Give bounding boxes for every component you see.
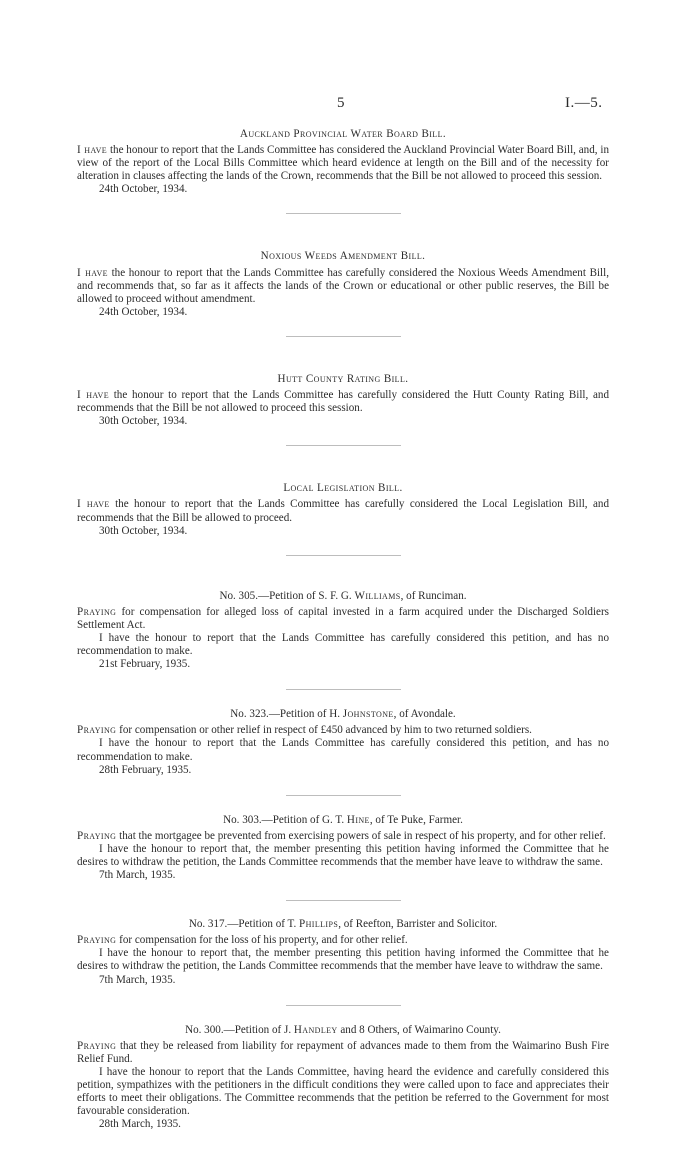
section-date: 30th October, 1934. xyxy=(99,415,188,428)
petition-report: I have the honour to report that, the member presenting this petition having informed the Committee that he desires to withdraw the petition, the Lands Committee recommends that the member have leave to withdraw the same. xyxy=(77,842,609,868)
petition-prayer: Praying that the mortgagee be prevented from exercising powers of sale in respect of his property, and for other relief. xyxy=(77,829,606,842)
divider-rule xyxy=(286,445,401,446)
petition-report: I have the honour to report that the Lands Committee, having heard the evidence and carefully considered this petition, sympathizes with the petitioners in the difficult conditions they were called upon to face and appreciates their efforts to meet their obligations. The Committee recommends that the petition be referred to the Government for most favourable consideration. xyxy=(77,1065,609,1118)
section-title: Auckland Provincial Water Board Bill. xyxy=(239,128,447,140)
divider-rule xyxy=(286,900,401,901)
section-auckland-water-board xyxy=(77,128,609,196)
section-date: 24th October, 1934. xyxy=(99,305,188,318)
petition-title: No. 317.—Petition of T. Phillips, of Reefton, Barrister and Solicitor. xyxy=(188,918,498,931)
section-date: 30th October, 1934. xyxy=(99,524,188,537)
section-paragraph: I have the honour to report that the Lands Committee has considered the Auckland Provincial Water Board Bill, and, in view of the report of the Local Bills Committee which heard evidence at length on the Bill and of the necessity for alteration in clauses affecting the lands of the Crown, recommends that the Bill be not allowed to proceed this session. xyxy=(77,144,609,183)
petition-date: 21st February, 1935. xyxy=(99,658,191,671)
petition-prayer: Praying for compensation for the loss of his property, and for other relief. xyxy=(77,934,408,947)
section-hutt-county xyxy=(77,373,609,428)
divider-rule xyxy=(286,1005,401,1006)
section-paragraph: I have the honour to report that the Lands Committee has carefully considered the Local Legislation Bill, and recommends that the Bill be allowed to proceed. xyxy=(77,498,609,524)
petition-317 xyxy=(77,918,609,986)
document-reference: I.—5. xyxy=(565,95,603,111)
section-title: Local Legislation Bill. xyxy=(283,482,403,495)
divider-rule xyxy=(286,689,401,690)
petition-prayer: Praying that they be released from liability for repayment of advances made to them from the Waimarino Bush Fire Relief Fund. xyxy=(77,1039,609,1065)
divider-rule xyxy=(286,213,401,214)
petition-date: 7th March, 1935. xyxy=(99,973,176,986)
petition-date: 28th February, 1935. xyxy=(99,763,192,776)
divider-rule xyxy=(286,795,401,796)
page-content xyxy=(77,128,609,1131)
section-local-legislation xyxy=(77,482,609,537)
petition-title: No. 303.—Petition of G. T. Hine, of Te Puke, Farmer. xyxy=(223,813,463,826)
section-paragraph: I have the honour to report that the Lands Committee has carefully considered the Hutt County Rating Bill, and recommends that the Bill be not allowed to proceed this session. xyxy=(77,389,610,415)
petition-303 xyxy=(77,814,609,882)
divider-rule xyxy=(286,336,401,337)
page-number: 5 xyxy=(337,95,345,111)
petition-report: I have the honour to report that the Lands Committee has carefully considered this petition, and has no recommendation to make. xyxy=(77,737,609,763)
divider-rule xyxy=(286,555,401,556)
petition-prayer: Praying for compensation for alleged loss of capital invested in a farm acquired under the Discharged Soldiers Settlement Act. xyxy=(77,605,609,631)
section-title: Hutt County Rating Bill. xyxy=(277,372,409,385)
petition-date: 28th March, 1935. xyxy=(99,1118,181,1131)
petition-300 xyxy=(77,1024,609,1132)
petition-305 xyxy=(77,590,609,672)
petition-title: No. 323.—Petition of H. Johnstone, of Avondale. xyxy=(230,708,456,721)
petition-report: I have the honour to report that the Lands Committee has carefully considered this petition, and has no recommendation to make. xyxy=(77,631,609,658)
section-noxious-weeds xyxy=(77,250,609,318)
petition-prayer: Praying for compensation or other relief in respect of £450 advanced by him to two returned soldiers. xyxy=(77,724,532,737)
section-paragraph: I have the honour to report that the Lands Committee has carefully considered the Noxious Weeds Amendment Bill, and recommends that, so far as it affects the lands of the Crown or educational or other public reserves, the Bill be allowed to proceed without amendment. xyxy=(77,266,609,305)
petition-title: No. 300.—Petition of J. Handley and 8 Others, of Waimarino County. xyxy=(185,1023,501,1036)
petition-report: I have the honour to report that, the member presenting this petition having informed the Committee that he desires to withdraw the petition, the Lands Committee recommends that the member have leave to withdraw the same. xyxy=(77,947,609,973)
petition-title: No. 305.—Petition of S. F. G. Williams, of Runciman. xyxy=(219,589,467,602)
petition-date: 7th March, 1935. xyxy=(99,869,176,882)
petition-323 xyxy=(77,708,609,776)
section-date: 24th October, 1934. xyxy=(99,183,188,196)
section-title: Noxious Weeds Amendment Bill. xyxy=(260,250,426,263)
